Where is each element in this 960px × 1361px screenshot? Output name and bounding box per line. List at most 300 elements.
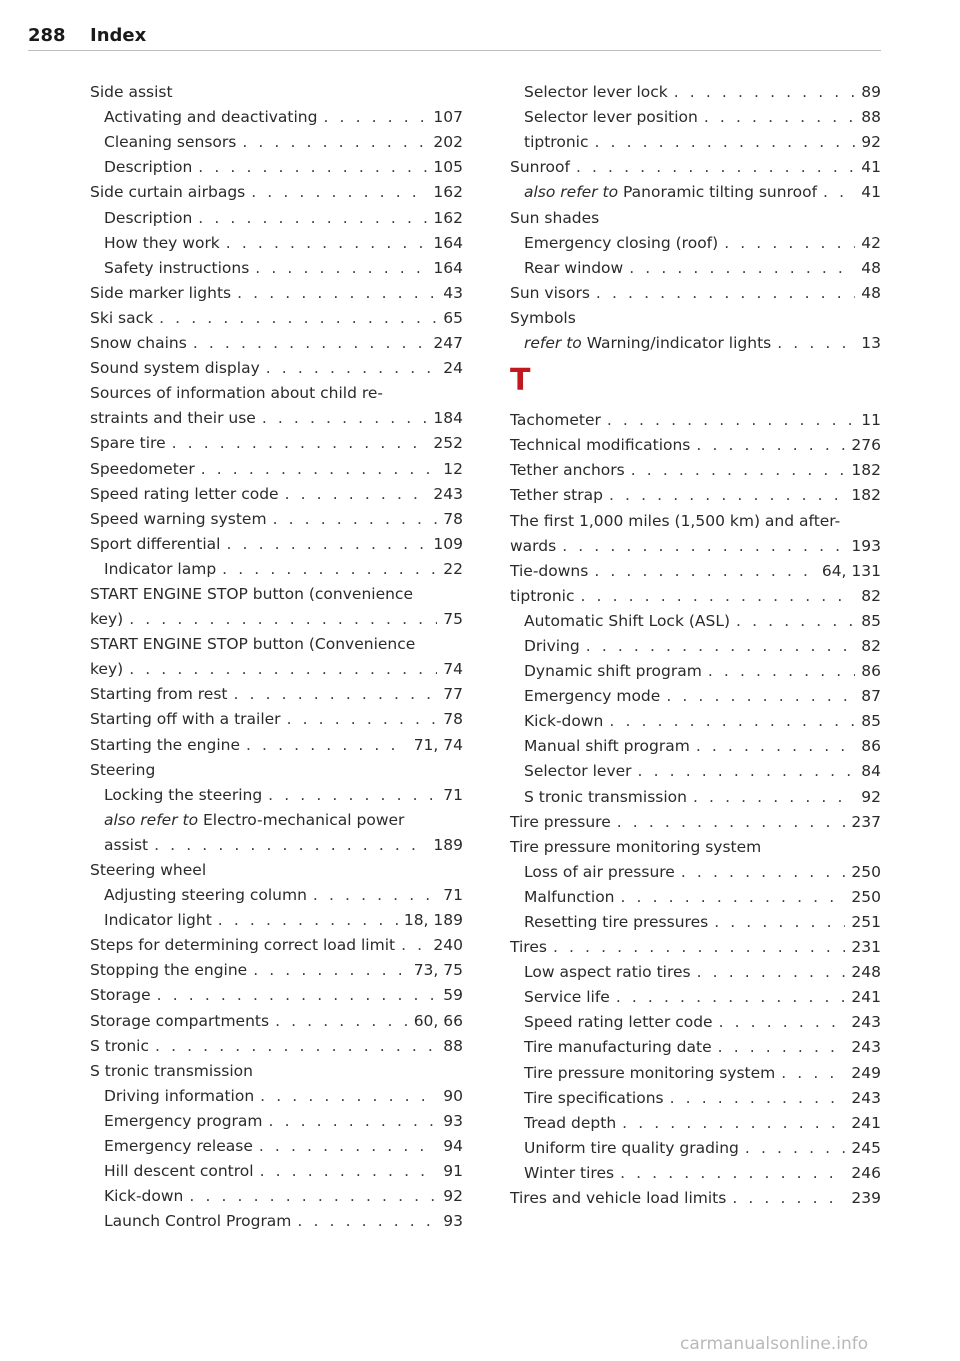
index-entry-term: Steps for determining correct load limit (90, 936, 396, 955)
index-entry-term: Speed warning system (90, 509, 267, 528)
index-entry-page: 86 (861, 737, 881, 756)
index-entry (90, 804, 463, 829)
index-entry-page: 248 (851, 963, 881, 982)
dot-leader (313, 886, 437, 904)
dot-leader (745, 1139, 846, 1157)
dot-leader (222, 560, 437, 578)
index-entry-term: START ENGINE STOP button (Convenience (90, 635, 416, 654)
index-entry (90, 452, 463, 477)
index-entry-term: Cleaning sensors (104, 133, 237, 152)
dot-leader (596, 284, 855, 302)
dot-leader (631, 461, 846, 479)
cross-reference-label: also refer to (524, 183, 619, 202)
index-entry-page: 82 (861, 586, 881, 605)
index-entry-page: 237 (851, 812, 881, 831)
index-entry (510, 655, 881, 680)
index-entry (510, 680, 881, 705)
index-entry-page: 93 (443, 1111, 463, 1130)
index-entry (90, 478, 463, 503)
index-entry-term: Sound system display (90, 359, 260, 378)
index-entry-page: 193 (851, 536, 881, 555)
index-entry (510, 479, 881, 504)
index-entry-page: 92 (861, 133, 881, 152)
dot-leader (401, 936, 427, 954)
index-entry-page: 86 (861, 662, 881, 681)
index-entry-term: Tachometer (510, 411, 601, 430)
index-entry-page: 182 (851, 486, 881, 505)
dot-leader (155, 1037, 437, 1055)
index-entry (510, 931, 881, 956)
dot-leader (708, 662, 855, 680)
dot-leader (242, 133, 427, 151)
index-entry-page: 12 (443, 459, 463, 478)
index-entry-term: Kick-down (524, 712, 604, 731)
index-entry (510, 705, 881, 730)
index-entry-page: 243 (433, 484, 463, 503)
dot-leader (586, 637, 856, 655)
index-entry-term: Emergency mode (524, 687, 661, 706)
index-entry (510, 630, 881, 655)
index-entry (510, 555, 881, 580)
dot-leader (620, 1164, 845, 1182)
index-entry-term (524, 183, 817, 201)
index-entry-page: 276 (851, 436, 881, 455)
dot-leader (617, 813, 846, 831)
index-entry-term: Storage compartments (90, 1011, 270, 1030)
index-entry-page: 11 (861, 411, 881, 430)
index-entry-term: Side marker lights (90, 283, 232, 302)
index-entry-term: Activating and deactivating (104, 108, 318, 127)
index-entry-term: Sport differential (90, 534, 221, 553)
index-entry-page: 87 (861, 687, 881, 706)
index-entry-page: 105 (433, 158, 463, 177)
index-entry-page: 71, 74 (413, 735, 463, 754)
index-entry (90, 1180, 463, 1205)
index-entry-term: tiptronic (524, 133, 589, 152)
dot-leader (616, 988, 846, 1006)
index-entry-term: Selector lever position (524, 108, 698, 127)
index-entry-term: Starting from rest (90, 685, 228, 704)
index-entry (90, 929, 463, 954)
dot-leader (323, 108, 427, 126)
index-entry-term: Selector lever (524, 762, 632, 781)
index-entry-page: 241 (851, 1113, 881, 1132)
dot-leader (714, 913, 845, 931)
dot-leader (724, 234, 855, 252)
index-entry-term: Manual shift program (524, 737, 690, 756)
dot-leader (275, 1012, 408, 1030)
index-entry-term: Starting off with a trailer (90, 710, 281, 729)
index-entry (510, 730, 881, 755)
index-entry (90, 503, 463, 528)
index-entry-page: 43 (443, 283, 463, 302)
cross-reference-label: refer to (524, 334, 582, 353)
dot-leader (297, 1212, 437, 1230)
index-entry (90, 1030, 463, 1055)
index-entry (90, 678, 463, 703)
index-entry-page: 59 (443, 986, 463, 1005)
index-entry (90, 227, 463, 252)
index-entry-term: Malfunction (524, 887, 615, 906)
index-entry-page: 162 (433, 208, 463, 227)
index-entry-page: 252 (433, 434, 463, 453)
index-entry-page: 92 (443, 1187, 463, 1206)
page-header (28, 24, 881, 51)
index-entry (90, 754, 463, 779)
dot-leader (696, 436, 845, 454)
index-entry-term: Tire pressure monitoring system (524, 1063, 776, 1082)
index-entry (90, 779, 463, 804)
index-entry-term: Spare tire (90, 434, 166, 453)
index-entry-page: 48 (861, 258, 881, 277)
index-entry-term: S tronic transmission (524, 787, 687, 806)
index-entry-term: Sunroof (510, 158, 570, 177)
index-entry-term: Tire pressure (510, 812, 611, 831)
dot-leader (609, 712, 855, 730)
index-entry (90, 277, 463, 302)
index-entry (510, 906, 881, 931)
index-entry-page: 184 (433, 409, 463, 428)
index-entry-term (104, 811, 404, 829)
dot-leader (287, 710, 438, 728)
dot-leader (201, 460, 438, 478)
index-entry (90, 176, 463, 201)
index-entry-page: 164 (433, 258, 463, 277)
index-entry-page: 41 (861, 183, 881, 202)
index-entry (90, 302, 463, 327)
index-entry-term: The first 1,000 miles (1,500 km) and after- (510, 511, 841, 530)
dot-leader (246, 736, 408, 754)
index-entry-term: Uniform tire quality grading (524, 1138, 739, 1157)
index-entry-term: Tether strap (510, 486, 603, 505)
index-entry-term: Description (104, 158, 193, 177)
index-entry (510, 1107, 881, 1132)
dot-leader (193, 334, 428, 352)
dot-leader (576, 158, 855, 176)
index-entry (510, 429, 881, 454)
index-entry-page: 75 (443, 610, 463, 629)
dot-leader (718, 1038, 846, 1056)
index-entry (90, 126, 463, 151)
index-entry (510, 252, 881, 277)
dot-leader (218, 911, 398, 929)
watermark-text: carmanualsonline.info (680, 1334, 869, 1354)
dot-leader (562, 537, 845, 555)
index-entry-page: 240 (433, 936, 463, 955)
index-entry-page: 243 (851, 1088, 881, 1107)
index-entry (510, 1082, 881, 1107)
index-entry (90, 653, 463, 678)
index-entry-page: 189 (433, 835, 463, 854)
index-entry-term: Driving information (104, 1086, 255, 1105)
index-entry-page: 82 (861, 636, 881, 655)
index-entry-page: 249 (851, 1063, 881, 1082)
index-entry (90, 327, 463, 352)
index-entry-page: 88 (443, 1036, 463, 1055)
dot-leader (607, 411, 855, 429)
dot-leader (172, 434, 428, 452)
index-entry-page: 84 (861, 762, 881, 781)
index-entry-term: Emergency release (104, 1137, 253, 1156)
index-entry-page: 85 (861, 611, 881, 630)
dot-leader (259, 1137, 437, 1155)
dot-leader (681, 863, 846, 881)
index-entry-term: How they work (104, 233, 220, 252)
dot-leader (609, 486, 845, 504)
dot-leader (159, 309, 437, 327)
index-entry-term: key) (90, 660, 124, 679)
dot-leader (670, 1089, 846, 1107)
index-entry-page: 243 (851, 1013, 881, 1032)
index-entry-term: wards (510, 536, 557, 555)
index-entry-term: Speed rating letter code (90, 484, 279, 503)
index-entry-page: 85 (861, 712, 881, 731)
index-entry (510, 580, 881, 605)
index-entry-term: Side assist (90, 83, 173, 102)
index-entry-page: 94 (443, 1137, 463, 1156)
cross-reference-target: Panoramic tilting sunroof (623, 183, 818, 202)
dot-leader (732, 1189, 845, 1207)
index-entry (510, 1006, 881, 1031)
dot-leader (268, 786, 437, 804)
index-entry (90, 252, 463, 277)
index-entry (510, 101, 881, 126)
index-entry (510, 1132, 881, 1157)
cross-reference-target: Electro-mechanical power (203, 810, 405, 829)
dot-leader (262, 409, 428, 427)
index-entry-page: 109 (433, 534, 463, 553)
index-entry-page: 250 (851, 887, 881, 906)
index-entry (90, 1130, 463, 1155)
index-entry-page: 13 (861, 334, 881, 353)
dot-leader (266, 359, 438, 377)
index-entry (510, 151, 881, 176)
index-entry (90, 904, 463, 929)
index-entry-term: Tires and vehicle load limits (510, 1189, 727, 1208)
index-entry-term: Description (104, 208, 193, 227)
index-entry-term: START ENGINE STOP button (convenience (90, 584, 413, 603)
dot-leader (580, 587, 855, 605)
index-entry (510, 454, 881, 479)
index-entry-term: Dynamic shift program (524, 662, 702, 681)
index-entry (90, 377, 463, 402)
dot-leader (594, 562, 816, 580)
index-entry (510, 530, 881, 555)
dot-leader (269, 1112, 438, 1130)
index-entry (510, 1056, 881, 1081)
index-entry-page: 182 (851, 461, 881, 480)
index-entry (510, 1182, 881, 1207)
index-entry (90, 854, 463, 879)
index-entry (510, 806, 881, 831)
index-entry-term: Steering (90, 760, 156, 779)
index-entry-page: 202 (433, 133, 463, 152)
index-entry-term (524, 334, 771, 352)
index-entry (90, 402, 463, 427)
index-entry-page: 107 (433, 108, 463, 127)
index-entry (90, 1055, 463, 1080)
index-column-right (510, 76, 881, 1207)
index-entry (90, 703, 463, 728)
dot-leader (629, 259, 855, 277)
index-entry-page: 251 (851, 913, 881, 931)
index-entry (90, 1155, 463, 1180)
index-entry (90, 1080, 463, 1105)
index-entry (90, 1105, 463, 1130)
index-entry-page: 24 (443, 359, 463, 378)
index-entry-term: S tronic (90, 1036, 150, 1055)
index-entry (510, 755, 881, 780)
index-entry-term: Indicator light (104, 911, 212, 930)
page-title: Index (90, 25, 147, 46)
index-entry-term: Rear window (524, 258, 624, 277)
dot-leader (260, 1087, 437, 1105)
dot-leader (666, 687, 855, 705)
index-entry-page: 243 (851, 1038, 881, 1057)
index-entry-term: Tires (510, 938, 547, 957)
index-entry-page: 162 (433, 183, 463, 202)
index-entry-page: 73, 75 (413, 961, 463, 980)
index-entry-term: Low aspect ratio tires (524, 963, 691, 982)
index-entry (510, 1157, 881, 1182)
index-entry-page: 71 (443, 886, 463, 905)
dot-leader (129, 610, 437, 628)
index-entry-term: Safety instructions (104, 258, 250, 277)
index-entry-term: Driving (524, 636, 580, 655)
index-entry (510, 881, 881, 906)
dot-leader (189, 1187, 437, 1205)
index-entry-term: Launch Control Program (104, 1212, 292, 1231)
dot-leader (226, 234, 428, 252)
index-entry (90, 151, 463, 176)
index-entry-term: Sources of information about child re- (90, 384, 384, 403)
index-entry (90, 829, 463, 854)
index-entry-term: Indicator lamp (104, 559, 217, 578)
index-entry (90, 427, 463, 452)
page-number: 288 (28, 25, 66, 46)
dot-leader (260, 1162, 438, 1180)
index-entry-term: S tronic transmission (90, 1061, 253, 1080)
dot-leader (273, 510, 438, 528)
index-entry (510, 76, 881, 101)
index-entry-term: Tire specifications (524, 1088, 664, 1107)
index-entry-term: Sun shades (510, 208, 600, 227)
index-entry (510, 856, 881, 881)
index-entry-page: 247 (433, 334, 463, 353)
section-letter-t: T (510, 363, 531, 399)
cross-reference-label: also refer to (104, 810, 199, 829)
index-entry-term: Emergency closing (roof) (524, 233, 719, 252)
index-entry-term: Symbols (510, 308, 576, 327)
dot-leader (198, 209, 427, 227)
dot-leader (237, 284, 437, 302)
index-entry-term: Tie-downs (510, 561, 589, 580)
index-entry (510, 981, 881, 1006)
index-entry-page: 74 (443, 660, 463, 679)
index-entry-term: Stopping the engine (90, 961, 248, 980)
index-entry-term: tiptronic (510, 586, 575, 605)
index-group-t (510, 404, 881, 1207)
dot-leader (157, 986, 438, 1004)
index-entry-term: Speedometer (90, 459, 195, 478)
index-entry-page: 64, 131 (821, 561, 881, 580)
dot-leader (553, 938, 845, 956)
index-entry-term: Locking the steering (104, 785, 263, 804)
index-entry (90, 628, 463, 653)
index-entry-term: Side curtain airbags (90, 183, 246, 202)
index-entry (90, 101, 463, 126)
dot-leader (226, 535, 427, 553)
dot-leader (233, 685, 437, 703)
index-entry (90, 979, 463, 1004)
index-entry-page: 71 (443, 785, 463, 804)
index-entry (90, 603, 463, 628)
dot-leader (693, 788, 855, 806)
dot-leader (823, 183, 855, 201)
index-entry-term: Selector lever lock (524, 83, 668, 102)
index-entry (90, 352, 463, 377)
dot-leader (674, 83, 856, 101)
index-entry (510, 404, 881, 429)
dot-leader (736, 612, 855, 630)
index-entry (510, 831, 881, 856)
index-entry-term: Tire manufacturing date (524, 1038, 712, 1057)
index-entry (510, 277, 881, 302)
index-entry-page: 246 (851, 1163, 881, 1182)
index-entry-term: Technical modifications (510, 436, 691, 455)
index-entry-term: Speed rating letter code (524, 1013, 713, 1032)
index-entry-page: 89 (861, 83, 881, 102)
dot-leader (154, 836, 427, 854)
index-entry-page: 93 (443, 1212, 463, 1231)
dot-leader (781, 1064, 845, 1082)
index-entry (90, 1004, 463, 1029)
index-entry-page: 41 (861, 158, 881, 177)
index-entry-term: Resetting tire pressures (524, 913, 709, 931)
index-entry-page: 48 (861, 283, 881, 302)
index-column-left (90, 76, 463, 1230)
index-entry (510, 126, 881, 151)
dot-leader (251, 183, 427, 201)
index-entry-term: Kick-down (104, 1187, 184, 1206)
index-entry-term: Loss of air pressure (524, 862, 675, 881)
index-entry (510, 504, 881, 529)
index-entry-term: Automatic Shift Lock (ASL) (524, 611, 731, 630)
index-entry-page: 42 (861, 233, 881, 252)
dot-leader (621, 888, 846, 906)
dot-leader (253, 961, 407, 979)
index-entry-term: Tread depth (524, 1113, 617, 1132)
index-entry (90, 954, 463, 979)
index-entry-page: 65 (443, 308, 463, 327)
index-entry (90, 879, 463, 904)
index-entry-term: Storage (90, 986, 151, 1005)
dot-leader (129, 660, 437, 678)
index-entry-page: 231 (851, 938, 881, 957)
index-entry (510, 302, 881, 327)
index-entry (90, 553, 463, 578)
index-entry-term: Hill descent control (104, 1162, 254, 1181)
index-entry-term: key) (90, 610, 124, 629)
index-entry (90, 528, 463, 553)
index-entry (90, 76, 463, 101)
index-entry (90, 1205, 463, 1230)
index-group-s-continued (510, 76, 881, 352)
index-entry-page: 245 (851, 1138, 881, 1157)
dot-leader (696, 737, 855, 755)
dot-leader (622, 1114, 845, 1132)
index-entry-term: Snow chains (90, 334, 187, 353)
